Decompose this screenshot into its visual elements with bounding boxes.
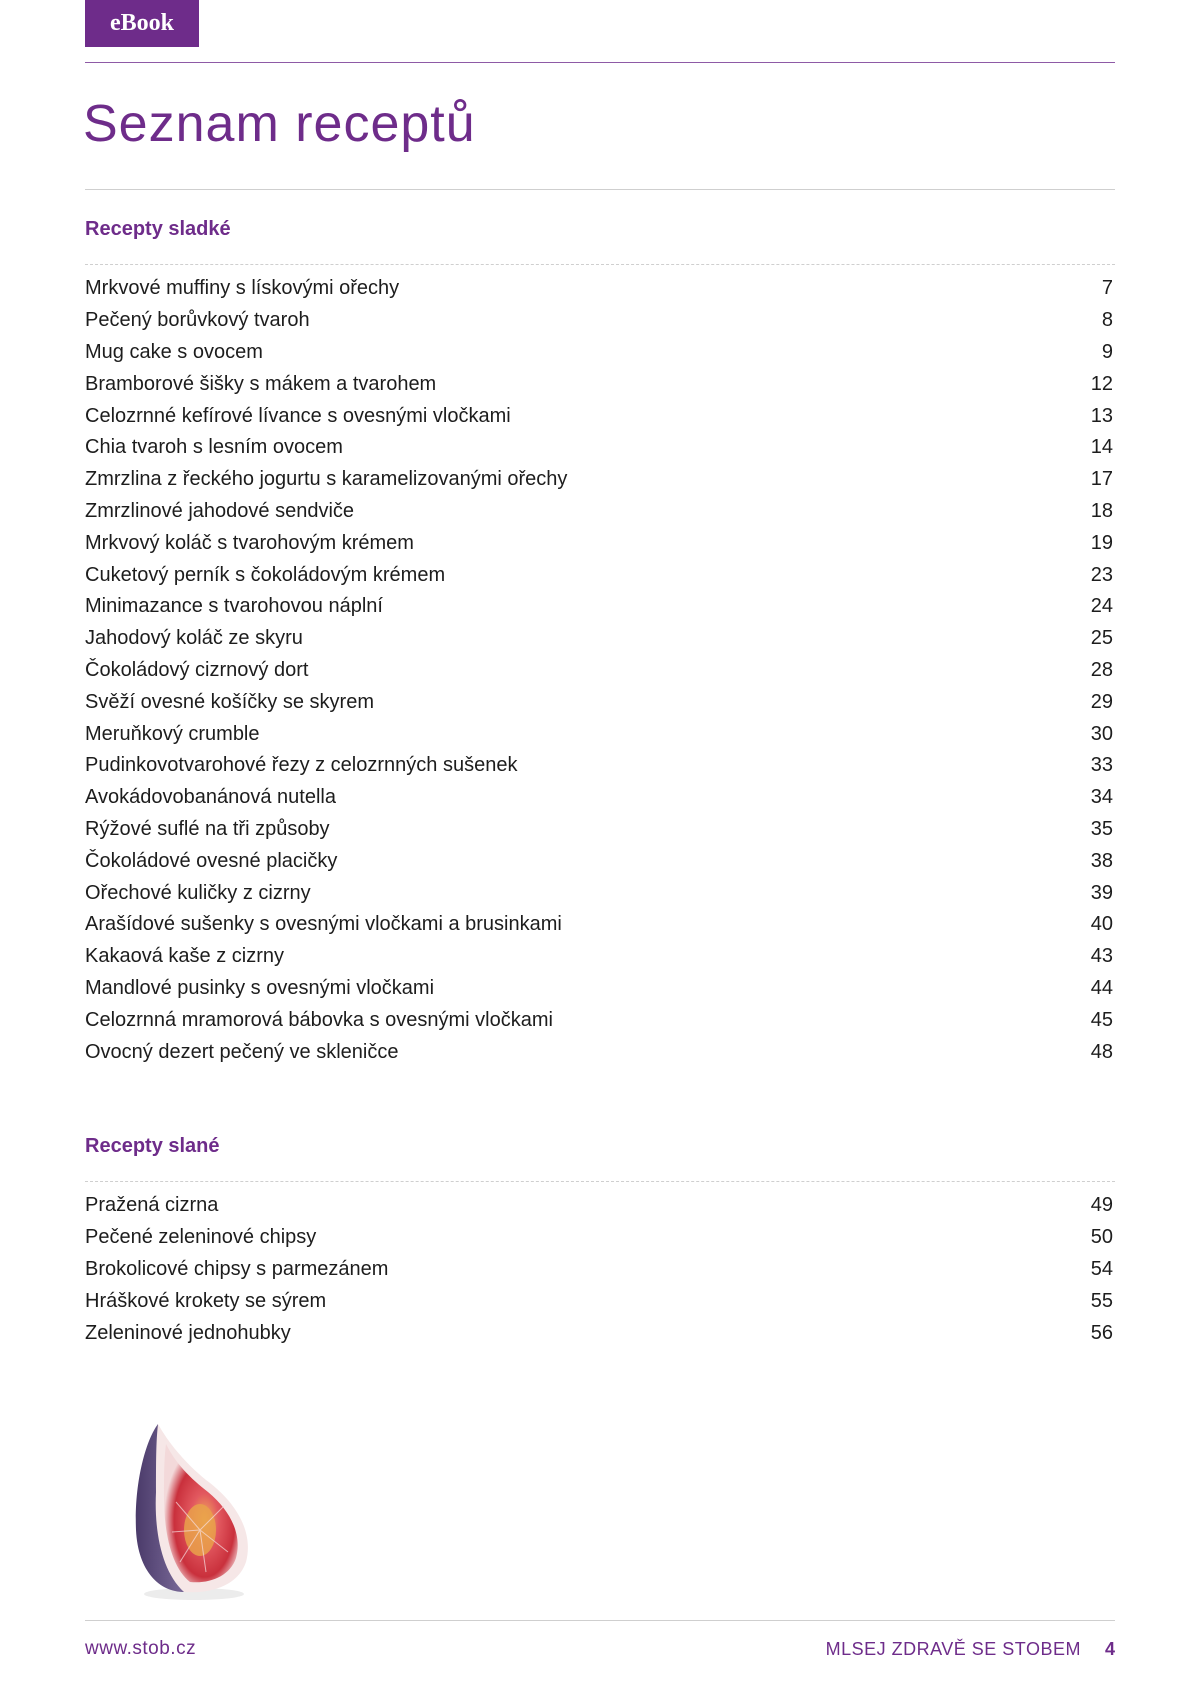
recipe-name: Mrkvové muffiny s lískovými ořechy [85, 277, 400, 300]
recipe-page: 33 [1090, 754, 1113, 777]
recipe-row[interactable] [85, 591, 1115, 623]
recipe-name: Brokolicové chipsy s parmezánem [85, 1257, 389, 1280]
recipe-page: 25 [1090, 627, 1113, 650]
section-heading: Recepty sladké [85, 218, 231, 240]
recipe-page: 9 [1101, 340, 1113, 363]
recipe-row[interactable] [85, 909, 1115, 941]
recipe-row[interactable] [85, 305, 1115, 337]
section-divider [85, 264, 1115, 265]
footer-url[interactable]: www.stob.cz [85, 1638, 197, 1659]
header-divider [85, 62, 1115, 63]
recipe-page: 35 [1090, 817, 1113, 840]
recipe-page: 44 [1090, 976, 1113, 999]
section-savory [85, 1127, 1115, 1349]
recipe-row[interactable] [85, 273, 1115, 305]
recipe-row[interactable] [85, 1036, 1115, 1068]
recipe-name: Jahodový koláč ze skyru [85, 627, 303, 650]
recipe-name: Ovocný dezert pečený ve skleničce [85, 1040, 399, 1063]
recipe-row[interactable] [85, 1190, 1115, 1222]
recipe-page: 38 [1090, 849, 1113, 872]
recipe-list [85, 273, 1115, 1068]
recipe-row[interactable] [85, 782, 1115, 814]
recipe-name: Pražená cizrna [85, 1194, 219, 1217]
recipe-row[interactable] [85, 1317, 1115, 1349]
recipe-page: 7 [1101, 277, 1113, 300]
recipe-name: Hráškové krokety se sýrem [85, 1289, 327, 1312]
recipe-page: 19 [1090, 531, 1113, 554]
recipe-name: Čokoládové ovesné placičky [85, 849, 338, 872]
section-divider [85, 1181, 1115, 1182]
recipe-page: 55 [1090, 1289, 1113, 1312]
recipe-page: 13 [1090, 404, 1113, 427]
recipe-row[interactable] [85, 623, 1115, 655]
recipe-row[interactable] [85, 400, 1115, 432]
recipe-list [85, 1190, 1115, 1349]
recipe-row[interactable] [85, 1222, 1115, 1254]
recipe-name: Svěží ovesné košíčky se skyrem [85, 690, 374, 713]
page-title: Seznam receptů [83, 95, 476, 153]
recipe-name: Pečené zeleninové chipsy [85, 1226, 317, 1249]
recipe-row[interactable] [85, 941, 1115, 973]
ebook-badge: eBook [85, 0, 199, 47]
recipe-row[interactable] [85, 686, 1115, 718]
recipe-name: Ořechové kuličky z cizrny [85, 881, 311, 904]
recipe-row[interactable] [85, 750, 1115, 782]
recipe-row[interactable] [85, 464, 1115, 496]
recipe-name: Minimazance s tvarohovou náplní [85, 595, 383, 618]
footer-divider [85, 1620, 1115, 1621]
recipe-name: Arašídové sušenky s ovesnými vločkami a brusinkami [85, 913, 562, 936]
recipe-page: 17 [1090, 468, 1113, 491]
recipe-row[interactable] [85, 655, 1115, 687]
recipe-row[interactable] [85, 814, 1115, 846]
page-number: 4 [1104, 1638, 1115, 1659]
recipe-name: Zeleninové jednohubky [85, 1321, 291, 1344]
recipe-row[interactable] [85, 1285, 1115, 1317]
footer-tagline: MLSEJ ZDRAVĚ SE STOBEM [825, 1638, 1081, 1659]
recipe-name: Rýžové suflé na tři způsoby [85, 817, 330, 840]
recipe-row[interactable] [85, 1254, 1115, 1286]
recipe-name: Mandlové pusinky s ovesnými vločkami [85, 976, 435, 999]
recipe-name: Pudinkovotvarohové řezy z celozrnných sušenek [85, 754, 518, 777]
recipe-page: 45 [1090, 1008, 1113, 1031]
recipe-page: 14 [1090, 436, 1113, 459]
recipe-page: 24 [1090, 595, 1113, 618]
recipe-name: Bramborové šišky s mákem a tvarohem [85, 372, 437, 395]
recipe-page: 34 [1090, 786, 1113, 809]
recipe-name: Chia tvaroh s lesním ovocem [85, 436, 343, 459]
recipe-name: Celozrnná mramorová bábovka s ovesnými vločkami [85, 1008, 553, 1031]
recipe-name: Meruňkový crumble [85, 722, 260, 745]
recipe-page: 54 [1090, 1257, 1113, 1280]
recipe-name: Cuketový perník s čokoládovým krémem [85, 563, 446, 586]
recipe-row[interactable] [85, 527, 1115, 559]
footer [85, 1638, 1115, 1660]
recipe-row[interactable] [85, 496, 1115, 528]
recipe-page: 43 [1090, 945, 1113, 968]
recipe-row[interactable] [85, 845, 1115, 877]
recipe-row[interactable] [85, 432, 1115, 464]
recipe-name: Čokoládový cizrnový dort [85, 658, 309, 681]
recipe-page: 49 [1090, 1194, 1113, 1217]
title-divider [85, 189, 1115, 190]
recipe-row[interactable] [85, 337, 1115, 369]
recipe-name: Celozrnné kefírové lívance s ovesnými vločkami [85, 404, 511, 427]
recipe-page: 23 [1090, 563, 1113, 586]
recipe-name: Zmrzlina z řeckého jogurtu s karamelizovanými ořechy [85, 468, 568, 491]
recipe-page: 30 [1090, 722, 1113, 745]
recipe-name: Kakaová kaše z cizrny [85, 945, 284, 968]
recipe-name: Mug cake s ovocem [85, 340, 263, 363]
recipe-page: 29 [1090, 690, 1113, 713]
recipe-page: 39 [1090, 881, 1113, 904]
recipe-row[interactable] [85, 718, 1115, 750]
footer-right [826, 1639, 1115, 1660]
recipe-row[interactable] [85, 559, 1115, 591]
fig-half-icon [128, 1422, 258, 1604]
recipe-page: 48 [1090, 1040, 1113, 1063]
recipe-page: 28 [1090, 658, 1113, 681]
recipe-row[interactable] [85, 973, 1115, 1005]
recipe-row[interactable] [85, 1004, 1115, 1036]
section-heading: Recepty slané [85, 1135, 220, 1157]
recipe-page: 8 [1101, 309, 1113, 332]
recipe-name: Zmrzlinové jahodové sendviče [85, 499, 355, 522]
recipe-row[interactable] [85, 877, 1115, 909]
section-sweet [85, 210, 1115, 1068]
recipe-name: Avokádovobanánová nutella [85, 786, 336, 809]
recipe-name: Pečený borůvkový tvaroh [85, 309, 310, 332]
recipe-page: 50 [1090, 1226, 1113, 1249]
recipe-page: 56 [1090, 1321, 1113, 1344]
recipe-page: 18 [1090, 499, 1113, 522]
recipe-page: 12 [1090, 372, 1113, 395]
recipe-page: 40 [1090, 913, 1113, 936]
recipe-name: Mrkvový koláč s tvarohovým krémem [85, 531, 414, 554]
recipe-row[interactable] [85, 368, 1115, 400]
